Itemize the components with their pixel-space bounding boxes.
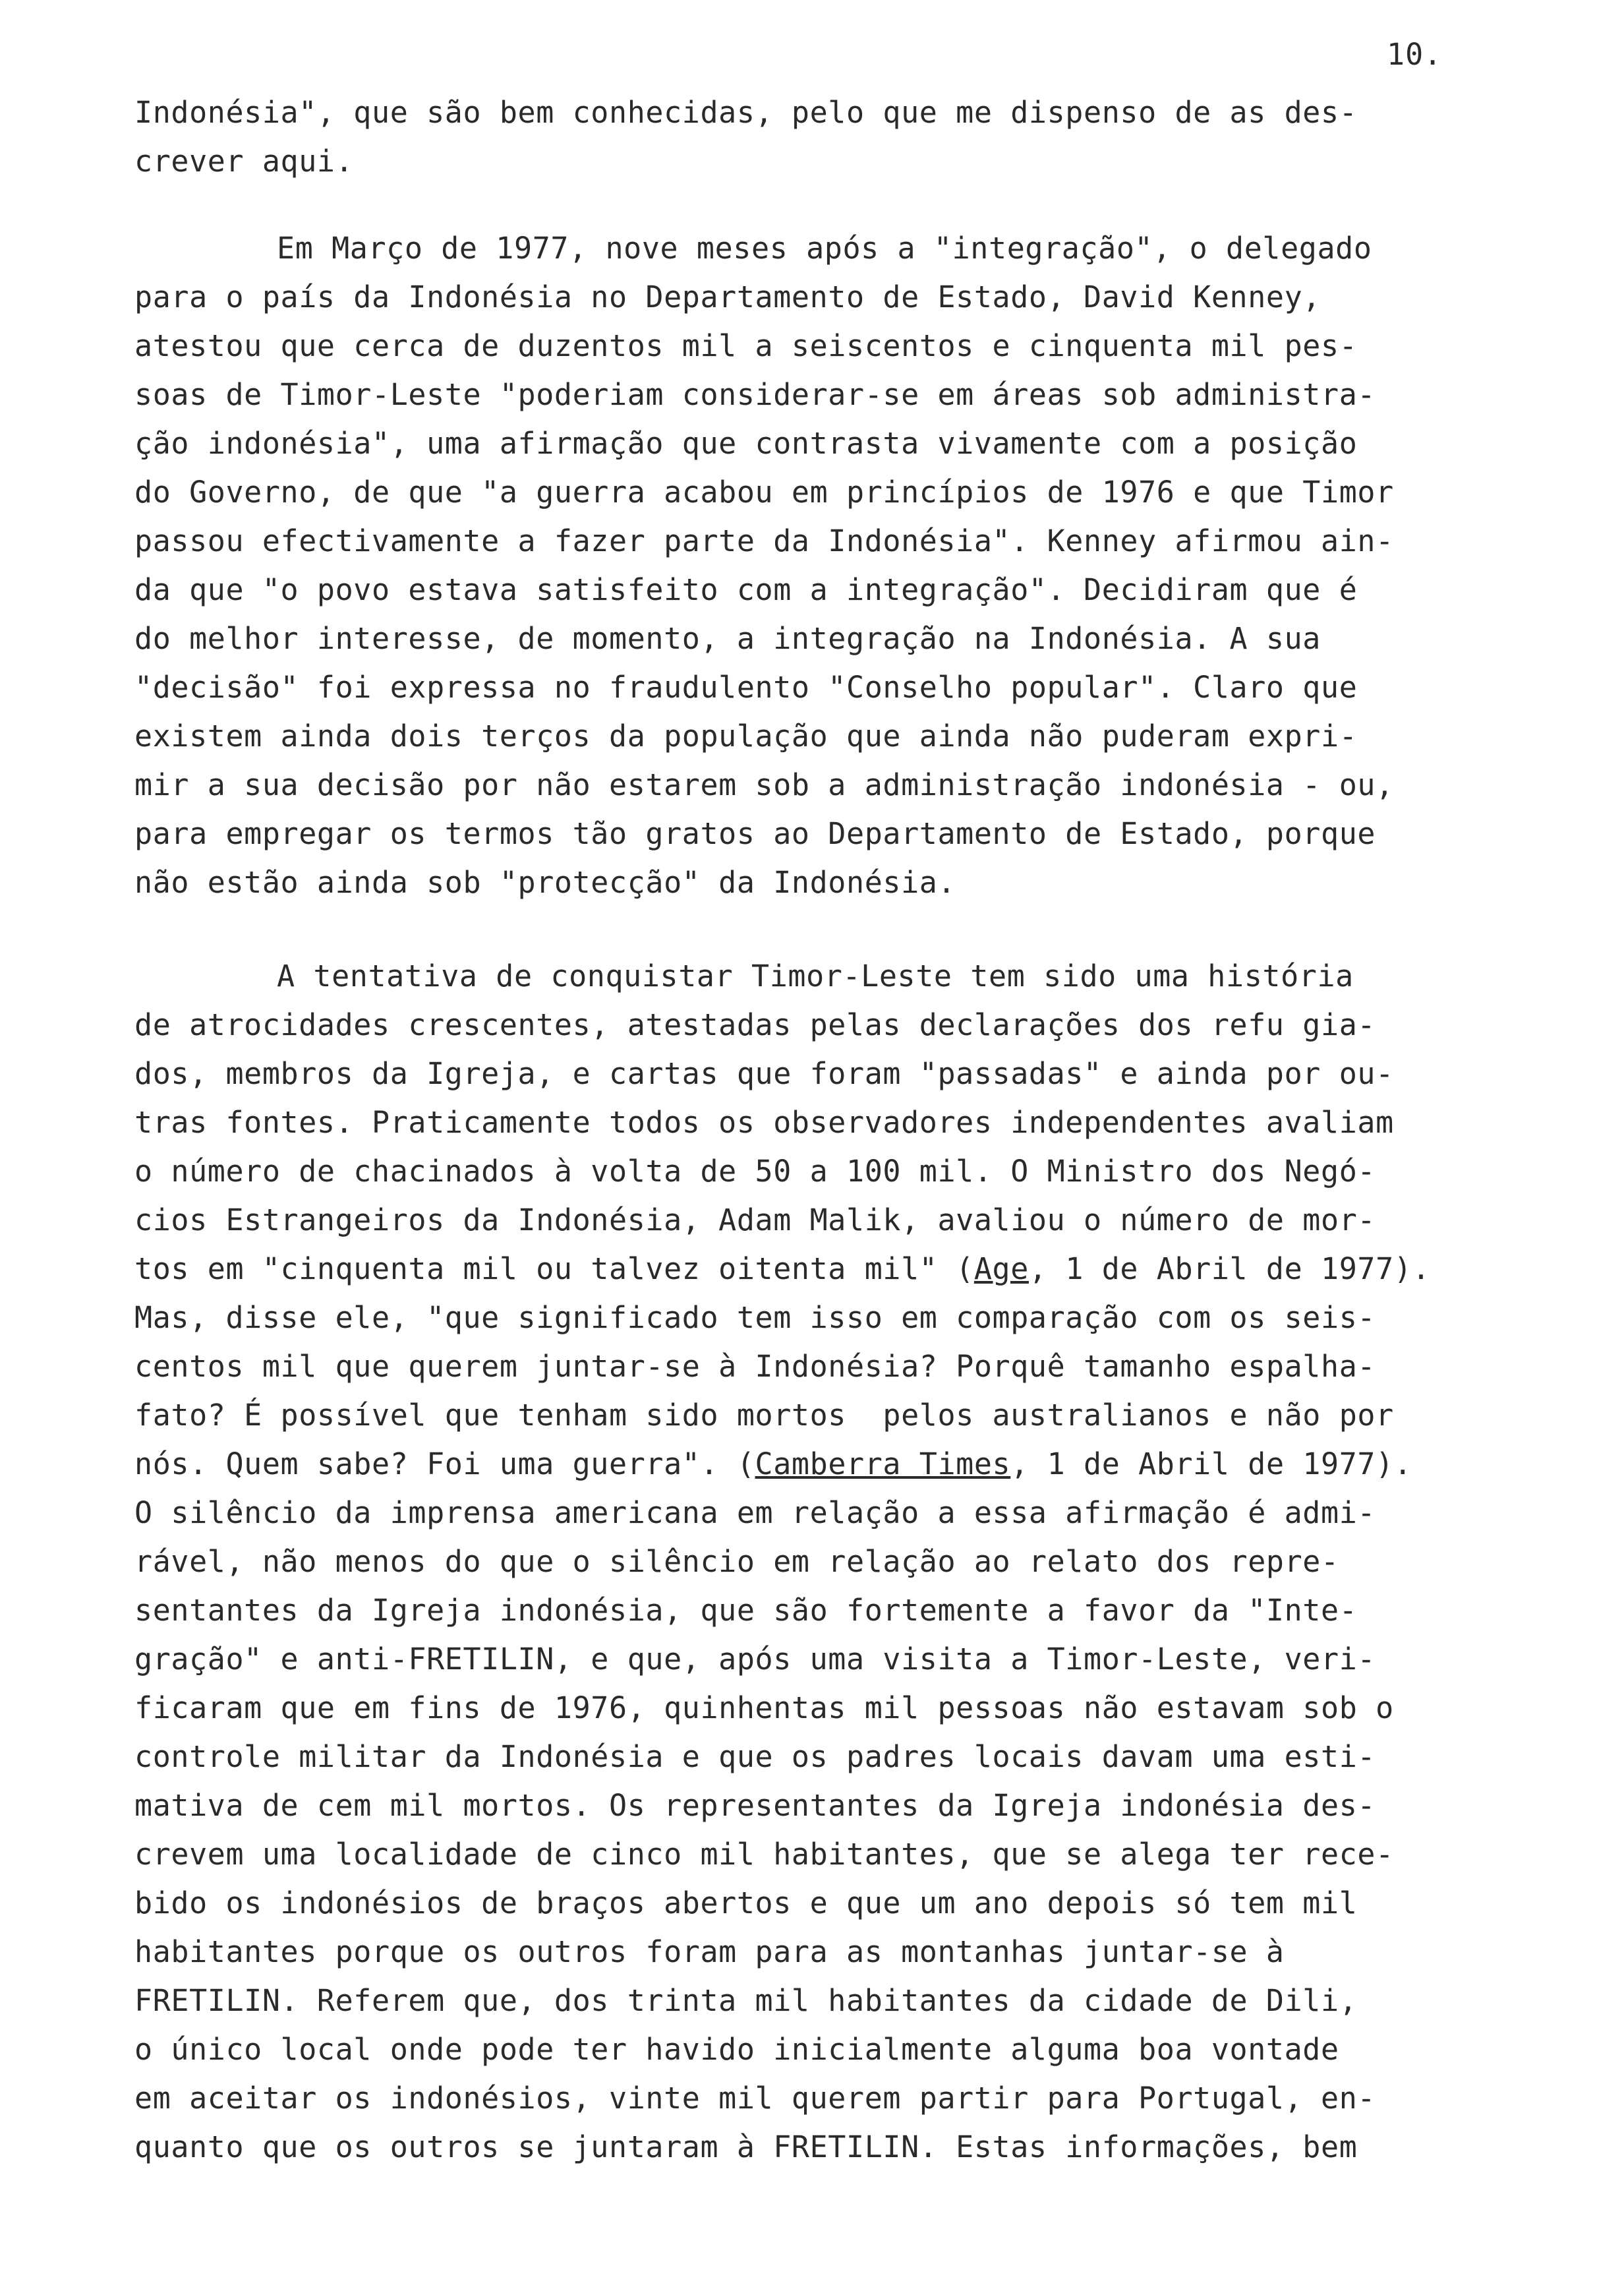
text-line: do Governo, de que "a guerra acabou em princípios de 1976 e que Timor xyxy=(134,475,1394,510)
text-line: mativa de cem mil mortos. Os representantes da Igreja indonésia des- xyxy=(134,1788,1376,1823)
text-segment: tos em "cinquenta mil ou talvez oitenta mil" ( xyxy=(134,1251,974,1286)
text-line: dos, membros da Igreja, e cartas que foram "passadas" e ainda por ou- xyxy=(134,1056,1394,1091)
text-line: passou efectivamente a fazer parte da Indonésia". Kenney afirmou ain- xyxy=(134,523,1394,558)
citation-details: , 1 de Abril de 1977). xyxy=(1028,1251,1431,1286)
text-line-with-citation xyxy=(134,1245,1584,1293)
text-line: habitantes porque os outros foram para as montanhas juntar-se à xyxy=(134,1934,1285,1969)
text-line: crever aqui. xyxy=(134,144,354,179)
text-line: para empregar os termos tão gratos ao Departamento de Estado, porque xyxy=(134,816,1376,851)
text-line: Indonésia", que são bem conhecidas, pelo que me dispenso de as des- xyxy=(134,95,1358,130)
text-line: quanto que os outros se juntaram à FRETILIN. Estas informações, bem xyxy=(134,2129,1358,2164)
text-line: "decisão" foi expressa no fraudulento "Conselho popular". Claro que xyxy=(134,670,1358,705)
text-line: fato? É possível que tenham sido mortos pelos australianos e não por xyxy=(134,1398,1394,1433)
paragraph-3 xyxy=(134,952,1584,2172)
text-line: A tentativa de conquistar Timor-Leste tem sido uma história xyxy=(277,959,1354,994)
text-line: de atrocidades crescentes, atestadas pelas declarações dos refu gia- xyxy=(134,1007,1376,1042)
text-line: gração" e anti-FRETILIN, e que, após uma visita a Timor-Leste, veri- xyxy=(134,1642,1376,1677)
text-line: existem ainda dois terços da população que ainda não puderam expri- xyxy=(134,719,1358,754)
text-line: do melhor interesse, de momento, a integração na Indonésia. A sua xyxy=(134,621,1321,656)
paragraph-2 xyxy=(134,224,1584,907)
text-line: ção indonésia", uma afirmação que contrasta vivamente com a posição xyxy=(134,426,1358,461)
text-line: bido os indonésios de braços abertos e que um ano depois só tem mil xyxy=(134,1886,1358,1920)
text-line: Mas, disse ele, "que significado tem isso em comparação com os seis- xyxy=(134,1300,1376,1335)
text-line: sentantes da Igreja indonésia, que são fortemente a favor da "Inte- xyxy=(134,1593,1358,1628)
text-segment: nós. Quem sabe? Foi uma guerra". ( xyxy=(134,1446,755,1481)
text-line: cios Estrangeiros da Indonésia, Adam Malik, avaliou o número de mor- xyxy=(134,1203,1376,1237)
text-line: centos mil que querem juntar-se à Indonésia? Porquê tamanho espalha- xyxy=(134,1349,1376,1384)
paragraph-1 xyxy=(134,88,1584,186)
citation-title: Camberra Times xyxy=(755,1446,1011,1481)
text-line: O silêncio da imprensa americana em relação a essa afirmação é admi- xyxy=(134,1495,1376,1530)
text-line: rável, não menos do que o silêncio em relação ao relato dos repre- xyxy=(134,1544,1339,1579)
text-line: em aceitar os indonésios, vinte mil querem partir para Portugal, en- xyxy=(134,2081,1376,2116)
text-line: o único local onde pode ter havido inicialmente alguma boa vontade xyxy=(134,2032,1339,2067)
text-line-with-citation xyxy=(134,1440,1584,1489)
page-number: 10. xyxy=(1387,37,1443,72)
text-line: atestou que cerca de duzentos mil a seiscentos e cinquenta mil pes- xyxy=(134,328,1358,363)
text-line: da que "o povo estava satisfeito com a integração". Decidiram que é xyxy=(134,572,1358,607)
citation-title: Age xyxy=(973,1251,1029,1286)
text-line: soas de Timor-Leste "poderiam considerar-se em áreas sob administra- xyxy=(134,377,1376,412)
text-line: Em Março de 1977, nove meses após a "integração", o delegado xyxy=(277,231,1372,266)
text-line: ficaram que em fins de 1976, quinhentas mil pessoas não estavam sob o xyxy=(134,1690,1394,1725)
text-line: crevem uma localidade de cinco mil habitantes, que se alega ter rece- xyxy=(134,1837,1394,1872)
text-line: controle militar da Indonésia e que os padres locais davam uma esti- xyxy=(134,1739,1376,1774)
text-line: FRETILIN. Referem que, dos trinta mil habitantes da cidade de Dili, xyxy=(134,1983,1358,2018)
text-line: não estão ainda sob "protecção" da Indonésia. xyxy=(134,865,956,900)
text-line: para o país da Indonésia no Departamento de Estado, David Kenney, xyxy=(134,280,1321,314)
text-line: o número de chacinados à volta de 50 a 100 mil. O Ministro dos Negó- xyxy=(134,1154,1376,1189)
text-line: mir a sua decisão por não estarem sob a administração indonésia - ou, xyxy=(134,767,1394,802)
citation-details: , 1 de Abril de 1977). xyxy=(1010,1446,1412,1481)
text-line: tras fontes. Praticamente todos os observadores independentes avaliam xyxy=(134,1105,1394,1140)
